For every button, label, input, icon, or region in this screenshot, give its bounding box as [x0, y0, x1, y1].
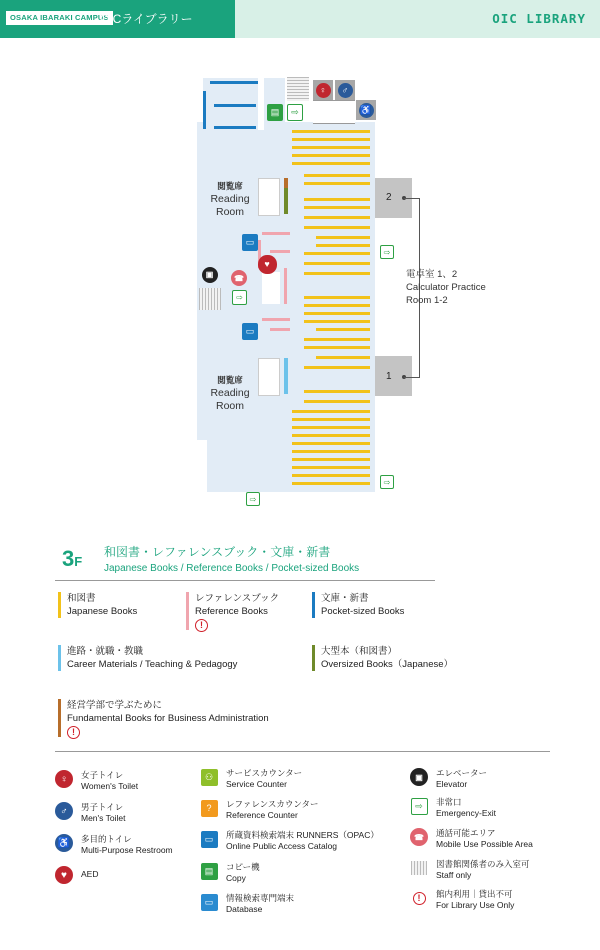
- calculator-room-2-number: 2: [386, 192, 392, 203]
- mobile-area-icon: ☎: [410, 828, 428, 846]
- reading-room-bottom-jp: 閲覧席: [217, 375, 243, 385]
- legend-jp: 通話可能エリア: [436, 828, 496, 838]
- legend-reference-counter: [200, 799, 319, 821]
- opac-terminal-icon: ▭: [242, 234, 258, 250]
- floor-area-left-lower: [197, 440, 207, 492]
- elevator-icon: ▣: [201, 266, 218, 283]
- legend-mens-toilet: [55, 802, 125, 824]
- header-left-panel: [0, 0, 235, 38]
- toilet-wall: [313, 100, 355, 124]
- reading-table-top: [258, 178, 280, 216]
- category-en: Pocket-sized Books: [321, 606, 405, 617]
- legend-emergency-exit: [410, 797, 496, 819]
- legend-en: AED: [81, 869, 99, 879]
- category-jp: 経営学部で学ぶために: [67, 700, 163, 711]
- calculator-room-jp: 電卓室 1、2: [406, 269, 458, 280]
- legend-staff-only: [410, 859, 530, 881]
- legend-jp: 所蔵資料検索端末 RUNNERS（OPAC）: [226, 830, 379, 840]
- category-jp: 和図書: [67, 593, 96, 604]
- legend-en: Women's Toilet: [81, 781, 139, 791]
- staff-only-area-left: [199, 288, 221, 310]
- legend-jp: 図書館関係者のみ入室可: [436, 859, 530, 869]
- category-color-bar: [312, 592, 315, 618]
- emergency-exit-icon: ⇨: [287, 104, 303, 120]
- library-use-only-icon: !: [413, 892, 426, 905]
- floor-title-en: Japanese Books / Reference Books / Pocket-sized Books: [104, 563, 360, 574]
- staff-only-icon: [411, 861, 427, 875]
- elevator-icon: ▣: [410, 768, 428, 786]
- category-pocket-sized-books: [312, 592, 451, 618]
- reading-room-top-label: [200, 180, 260, 219]
- campus-tag: OSAKA IBARAKI CAMPUS: [6, 11, 113, 25]
- shelf-pocket-top-4: [214, 126, 256, 129]
- category-color-bar: [58, 699, 61, 737]
- reading-room-bottom-en2: Room: [215, 400, 244, 412]
- emergency-exit-icon: ⇨: [380, 475, 394, 489]
- womens-toilet-icon: ♀: [55, 770, 73, 788]
- legend-jp: サービスカウンター: [226, 768, 303, 778]
- category-color-bar: [58, 592, 61, 618]
- header: [0, 0, 600, 38]
- mens-toilet-icon: ♂: [335, 80, 355, 100]
- reference-counter-icon: ?: [201, 800, 218, 817]
- floor-number-suffix: F: [74, 554, 83, 569]
- opac-terminal-icon: ▭: [242, 323, 258, 339]
- legend-service-counter: [200, 768, 302, 790]
- category-oversized-books: [312, 645, 481, 671]
- legend-opac: [200, 830, 379, 852]
- header-right-panel: [235, 0, 600, 38]
- legend-rule: [55, 751, 550, 752]
- emergency-exit-icon: ⇨: [380, 245, 394, 259]
- reading-table-bottom: [258, 358, 280, 396]
- legend-jp: レファレンスカウンター: [226, 799, 319, 809]
- legend-en: For Library Use Only: [436, 900, 515, 910]
- shelf-pocket-top-2: [203, 91, 206, 129]
- legend-jp: 男子トイレ: [81, 802, 124, 812]
- category-en: Reference Books: [195, 606, 268, 617]
- reading-room-top-en2: Room: [215, 206, 244, 218]
- legend-copy: [200, 862, 260, 884]
- calculator-room-en2: Room 1-2: [406, 295, 448, 306]
- copy-machine-icon: ▤: [267, 104, 283, 120]
- legend-en: Men's Toilet: [81, 813, 126, 823]
- category-jp: 進路・就職・教職: [67, 646, 144, 657]
- legend-en: Emergency-Exit: [436, 808, 496, 818]
- wall-block-top: [258, 78, 264, 130]
- legend-en: Multi-Purpose Restroom: [81, 845, 173, 855]
- legend-multi-purpose-restroom: [55, 834, 173, 856]
- category-color-bar: [58, 645, 61, 671]
- library-title: OIC LIBRARY: [492, 11, 586, 26]
- staff-only-area-top: [287, 77, 309, 101]
- library-use-only-icon: !: [67, 726, 80, 739]
- legend-jp: 女子トイレ: [81, 770, 124, 780]
- wheelchair-icon: ♿: [55, 834, 73, 852]
- legend-jp: 館内利用｜貸出不可: [436, 889, 513, 899]
- legend-en: Database: [226, 904, 263, 914]
- shelf-oversized: [284, 188, 288, 214]
- floor-title-jp: 和図書・レファレンスブック・文庫・新書: [104, 545, 331, 559]
- category-en: Career Materials / Teaching & Pedagogy: [67, 659, 238, 670]
- shelf-business-admin: [284, 178, 288, 188]
- legend-jp: 非常口: [436, 797, 462, 807]
- legend-en: Online Public Access Catalog: [226, 841, 338, 851]
- library-use-only-icon: !: [195, 619, 208, 632]
- aed-icon: ♥: [55, 866, 73, 884]
- emergency-exit-icon: ⇨: [246, 492, 260, 506]
- database-terminal-icon: ▭: [201, 894, 218, 911]
- legend-en: Reference Counter: [226, 810, 298, 820]
- legend-en: Mobile Use Possible Area: [436, 839, 533, 849]
- legend-elevator: [410, 768, 487, 790]
- reading-room-bottom-en1: Reading: [210, 387, 250, 399]
- shelf-pocket-top-1: [210, 81, 258, 84]
- wheelchair-icon: ♿: [356, 100, 376, 120]
- legend-jp: エレベーター: [436, 768, 488, 778]
- category-japanese-books: [58, 592, 187, 618]
- category-career-materials: [58, 645, 297, 671]
- calculator-room-1-number: 1: [386, 371, 392, 382]
- copy-machine-icon: ▤: [201, 863, 218, 880]
- floor-number: [62, 546, 82, 575]
- legend-database: [200, 893, 294, 915]
- category-jp: レファレンスブック: [195, 593, 280, 604]
- womens-toilet-icon: ♀: [313, 80, 333, 100]
- category-en: Japanese Books: [67, 606, 138, 617]
- emergency-exit-icon: ⇨: [232, 290, 247, 305]
- category-en: Oversized Books（Japanese）: [321, 659, 454, 670]
- reading-room-bottom-label: [200, 374, 260, 413]
- category-reference-books: [186, 592, 315, 630]
- legend-aed: [55, 866, 98, 884]
- emergency-exit-icon: ⇨: [411, 798, 428, 815]
- calculator-room-label: [406, 268, 486, 307]
- legend-en: Copy: [226, 873, 246, 883]
- campus-name: OICライブラリー: [100, 12, 193, 26]
- mobile-area-icon: ☎: [231, 270, 247, 286]
- category-jp: 文庫・新書: [321, 593, 369, 604]
- mens-toilet-icon: ♂: [55, 802, 73, 820]
- shelf-career: [284, 358, 288, 394]
- legend-library-use-only: [410, 889, 514, 911]
- category-color-bar: [186, 592, 189, 630]
- legend-jp: 情報検索専門端末: [226, 893, 295, 903]
- calculator-room-en1: Calculator Practice: [406, 282, 486, 293]
- category-jp: 大型本（和図書）: [321, 646, 398, 657]
- opac-terminal-icon: ▭: [201, 831, 218, 848]
- floor-number-digit: 3: [62, 546, 75, 571]
- service-counter-icon: ⚇: [201, 769, 218, 786]
- legend-womens-toilet: [55, 770, 138, 792]
- legend-en: Elevator: [436, 779, 468, 789]
- legend-jp: 多目的トイレ: [81, 834, 132, 844]
- legend-en: Staff only: [436, 870, 472, 880]
- floor-title-rule: [55, 580, 435, 581]
- legend-en: Service Counter: [226, 779, 287, 789]
- reading-room-top-jp: 閲覧席: [217, 181, 243, 191]
- aed-icon: ♥: [257, 254, 277, 274]
- legend-mobile-area: [410, 828, 533, 850]
- category-color-bar: [312, 645, 315, 671]
- legend-jp: コピー機: [226, 862, 260, 872]
- category-business-administration: [58, 699, 327, 737]
- reading-room-top-en1: Reading: [210, 193, 250, 205]
- category-en: Fundamental Books for Business Administration: [67, 713, 269, 724]
- shelf-pocket-top-3: [214, 104, 256, 107]
